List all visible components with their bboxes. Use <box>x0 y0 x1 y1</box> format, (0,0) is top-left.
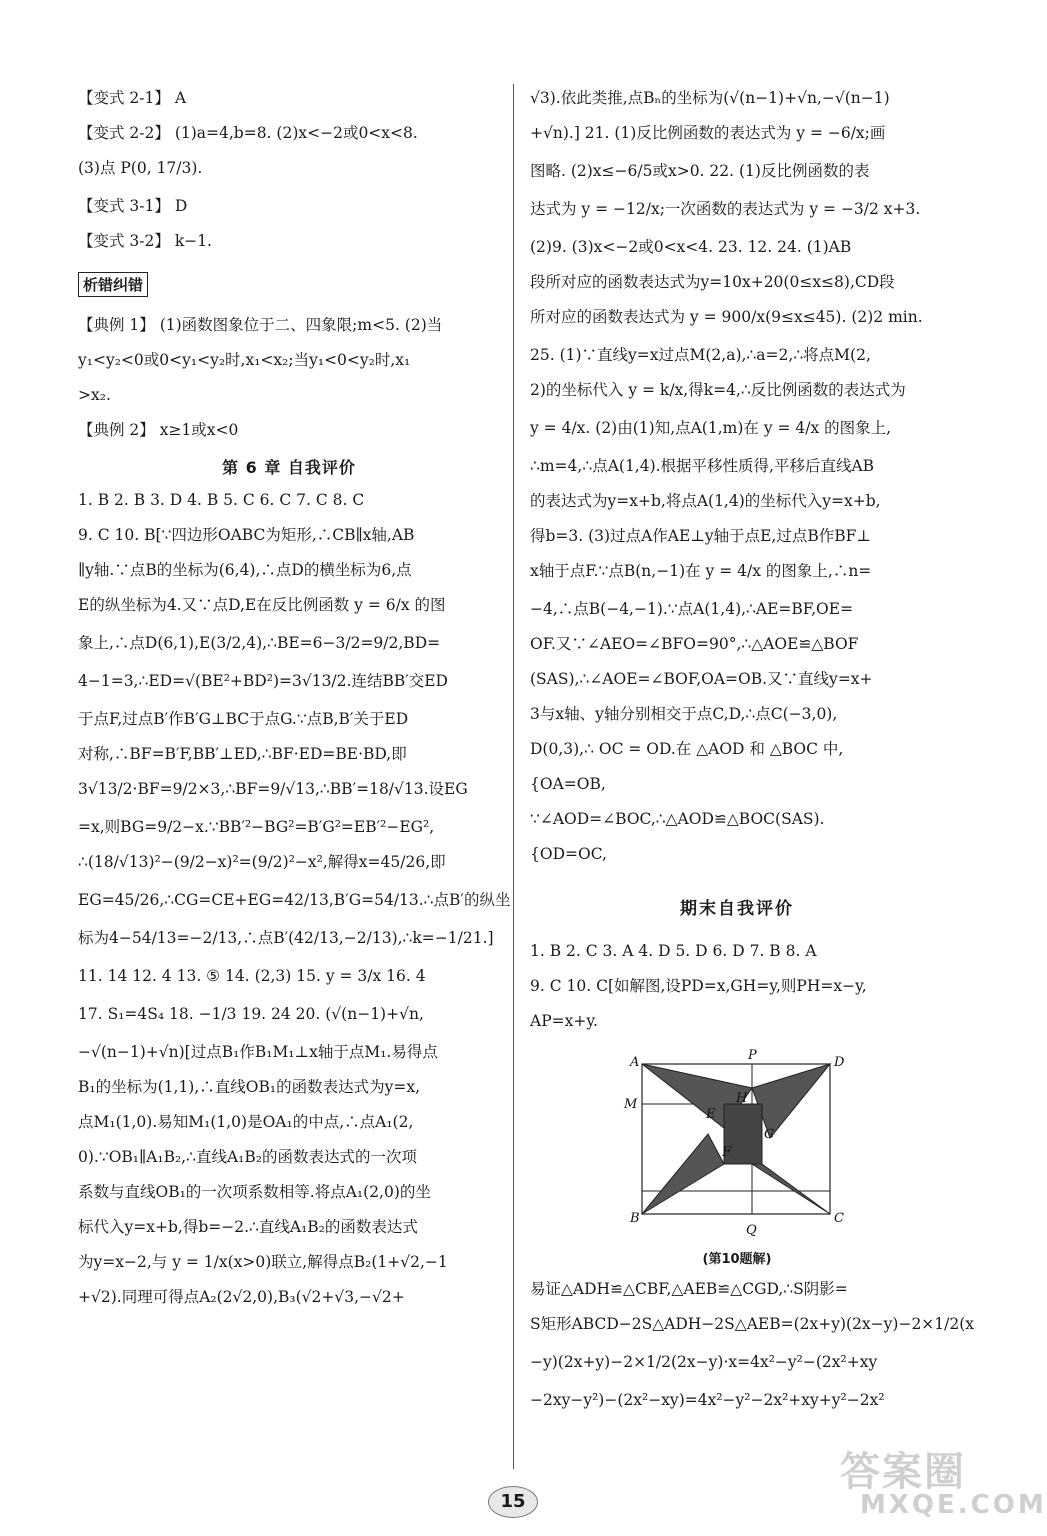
example-line: y₁<y₂<0或0<y₁<y₂时,x₁<x₂;当y₁<0<y₂时,x₁ <box>78 351 411 369</box>
label-p: P <box>748 1048 757 1063</box>
column-divider <box>513 84 514 1469</box>
watermark-url: MXQE.COM <box>860 1490 1047 1520</box>
solution-line: ∥y轴.∵点B的坐标为(6,4),∴点D的横坐标为6,点 <box>78 561 412 579</box>
solution-line: 9. C 10. B[∵四边形OABC为矩形,∴CB∥x轴,AB <box>78 526 415 544</box>
solution-line: B₁的坐标为(1,1),∴直线OB₁的函数表达式为y=x, <box>78 1078 421 1096</box>
solution-line: 段所对应的函数表达式为y=10x+20(0≤x≤8),CD段 <box>530 273 895 291</box>
label-m: M <box>624 1097 638 1112</box>
solution-line: −√(n−1)+√n)[过点B₁作B₁M₁⊥x轴于点M₁.易得点 <box>78 1043 438 1061</box>
label-b: B <box>630 1211 640 1226</box>
derivation-line: S矩形ABCD−2S△ADH−2S△AEB=(2x+y)(2x−y)−2×1/2(x <box>530 1315 975 1333</box>
solution-line: x轴于点F.∵点B(n,−1)在 y = 4/x 的图象上,∴n= <box>530 562 872 580</box>
derivation-line: 易证△ADH≌△CBF,△AEB≌△CGD,∴S阴影= <box>530 1280 848 1298</box>
answers-top <box>78 88 500 251</box>
solution-line: 达式为 y = −12/x;一次函数的表达式为 y = −3/2 x+3. <box>530 200 921 218</box>
label-c: C <box>834 1211 844 1226</box>
section-tag: 析错纠错 <box>78 272 148 297</box>
solution-line: 象上,∴点D(6,1),E(3/2,4),∴BE=6−3/2=9/2,BD= <box>78 634 441 652</box>
example-line: 【典例 1】 (1)函数图象位于二、四象限;m<5. (2)当 <box>78 316 443 334</box>
example-line: 【典例 2】 x≥1或x<0 <box>78 421 239 439</box>
solution-line: 25. (1)∵直线y=x过点M(2,a),∴a=2,∴将点M(2, <box>530 346 871 364</box>
solution-line: D(0,3),∴ OC = OD.在 △AOD 和 △BOC 中, <box>530 740 844 758</box>
final-line: AP=x+y. <box>530 1012 598 1030</box>
solution-line: 于点F,过点B′作B′G⊥BC于点G.∵点B,B′关于ED <box>78 710 409 728</box>
solution-line: (2)9. (3)x<−2或0<x<4. 23. 12. 24. (1)AB <box>530 238 852 256</box>
area-derivation <box>530 1279 975 1410</box>
shaded-piece-b <box>642 1134 724 1214</box>
final-line: 9. C 10. C[如解图,设PD=x,GH=y,则PH=x−y, <box>530 977 867 995</box>
answer-line: 【变式 2-1】 A <box>78 89 187 107</box>
solution-line: 得b=3. (3)过点A作AE⊥y轴于点E,过点B作BF⊥ <box>530 527 871 545</box>
label-f: F <box>722 1145 732 1160</box>
solution-line: 3与x轴、y轴分别相交于点C,D,∴点C(−3,0), <box>530 705 838 723</box>
label-d: D <box>834 1055 845 1070</box>
final-heading: 期末自我评价 <box>680 899 794 919</box>
solution-line: EG=45/26,∴CG=CE+EG=42/13,B′G=54/13.∴点B′的纵坐 <box>78 891 511 909</box>
solution-line: 11. 14 12. 4 13. ⑤ 14. (2,3) 15. y = 3/x 16. 4 <box>78 967 426 985</box>
watermark-logo: 答案圈 <box>840 1449 966 1495</box>
example-line: >x₂. <box>78 386 111 404</box>
solution-line: ∴(18/√13)²−(9/2−x)²=(9/2)²−x²,解得x=45/26,即 <box>78 853 446 871</box>
answer-line: (3)点 P(0, 17/3). <box>78 159 203 177</box>
page-number: 15 <box>488 1486 538 1518</box>
solution-line: ∴m=4,∴点A(1,4).根据平移性质得,平移后直线AB <box>530 457 875 475</box>
derivation-line: −y)(2x+y)−2×1/2(2x−y)·x=4x²−y²−(2x²+xy <box>530 1353 878 1371</box>
solution-line: 为y=x−2,与 y = 1/x(x>0)联立,解得点B₂(1+√2,−1 <box>78 1253 448 1271</box>
chapter-solutions <box>78 490 511 1307</box>
solution-line: ∵∠AOD=∠BOC,∴△AOD≌△BOC(SAS). <box>530 810 825 828</box>
left-column <box>78 80 511 1322</box>
solution-line: +√2).同理可得点A₂(2√2,0),B₃(√2+√3,−√2+ <box>78 1288 405 1306</box>
solution-line: {OA=OB, <box>530 775 606 793</box>
solution-line: 系数与直线OB₁的一次项系数相等.将点A₁(2,0)的坐 <box>78 1183 431 1201</box>
derivation-line: −2xy−y²)−(2x²−xy)=4x²−y²−2x²+xy+y²−2x² <box>530 1391 885 1409</box>
shaded-piece-c <box>752 1164 830 1214</box>
label-g: G <box>764 1127 775 1142</box>
solution-line: 17. S₁=4S₄ 18. −1/3 19. 24 20. (√(n−1)+√n, <box>78 1005 424 1023</box>
final-solutions <box>530 941 944 1031</box>
rectangle-pinwheel-diagram <box>530 1046 944 1246</box>
solution-line: 1. B 2. B 3. D 4. B 5. C 6. C 7. C 8. C <box>78 491 365 509</box>
answer-line: 【变式 3-1】 D <box>78 197 188 215</box>
solution-line: √3).依此类推,点Bₙ的坐标为(√(n−1)+√n,−√(n−1) <box>530 89 890 107</box>
solution-line: 3√13/2·BF=9/2×3,∴BF=9/√13,∴BB′=18/√13.设EG <box>78 780 468 798</box>
solution-line: 点M₁(1,0).易知M₁(1,0)是OA₁的中点,∴点A₁(2, <box>78 1113 414 1131</box>
solution-line: −4,∴点B(−4,−1).∵点A(1,4),∴AE=BF,OE= <box>530 600 854 618</box>
solution-line: E的纵坐标为4.又∵点D,E在反比例函数 y = 6/x 的图 <box>78 596 446 614</box>
label-q: Q <box>746 1223 757 1238</box>
final-line: 1. B 2. C 3. A 4. D 5. D 6. D 7. B 8. A <box>530 942 817 960</box>
answer-line: 【变式 3-2】 k−1. <box>78 232 212 250</box>
solution-line: 标为4−54/13=−2/13,∴点B′(42/13,−2/13),∴k=−1/21.] <box>78 929 494 947</box>
chapter-heading: 第 6 章 自我评价 <box>222 458 356 477</box>
solution-line: =x,则BG=9/2−x.∵BB′²−BG²=B′G²=EB′²−EG², <box>78 818 435 836</box>
solution-line: {OD=OC, <box>530 845 607 863</box>
solution-line: 对称,∴BF=B′F,BB′⊥ED,∴BF·ED=BE·BD,即 <box>78 745 407 763</box>
label-h: H <box>736 1091 748 1106</box>
label-a: A <box>630 1055 640 1070</box>
solution-line: 标代入y=x+b,得b=−2.∴直线A₁B₂的函数表达式 <box>78 1218 418 1236</box>
solution-line: 2)的坐标代入 y = k/x,得k=4,∴反比例函数的表达式为 <box>530 381 906 399</box>
geometry-figure <box>530 1046 944 1246</box>
figure-caption: (第10题解) <box>702 1252 772 1267</box>
solution-line: 0).∵OB₁∥A₁B₂,∴直线A₁B₂的函数表达式的一次项 <box>78 1148 417 1166</box>
solution-line: 4−1=3,∴ED=√(BE²+BD²)=3√13/2.连结BB′交ED <box>78 672 448 690</box>
solution-line: y = 4/x. (2)由(1)知,点A(1,m)在 y = 4/x 的图象上, <box>530 419 892 437</box>
continued-solutions <box>530 88 944 864</box>
solution-line: OF.又∵∠AEO=∠BFO=90°,∴△AOE≌△BOF <box>530 635 859 653</box>
label-e: E <box>706 1107 716 1122</box>
examples-block <box>78 315 500 440</box>
solution-line: +√n).] 21. (1)反比例函数的表达式为 y = −6/x;画 <box>530 124 886 142</box>
solution-line: (SAS),∴∠AOE=∠BOF,OA=OB.又∵直线y=x+ <box>530 670 873 688</box>
solution-line: 所对应的函数表达式为 y = 900/x(9≤x≤45). (2)2 min. <box>530 308 923 326</box>
answer-line: 【变式 2-2】 (1)a=4,b=8. (2)x<−2或0<x<8. <box>78 124 418 142</box>
solution-line: 图略. (2)x≤−6/5或x>0. 22. (1)反比例函数的表 <box>530 162 870 180</box>
right-column <box>530 80 975 1425</box>
solution-line: 的表达式为y=x+b,将点A(1,4)的坐标代入y=x+b, <box>530 492 881 510</box>
